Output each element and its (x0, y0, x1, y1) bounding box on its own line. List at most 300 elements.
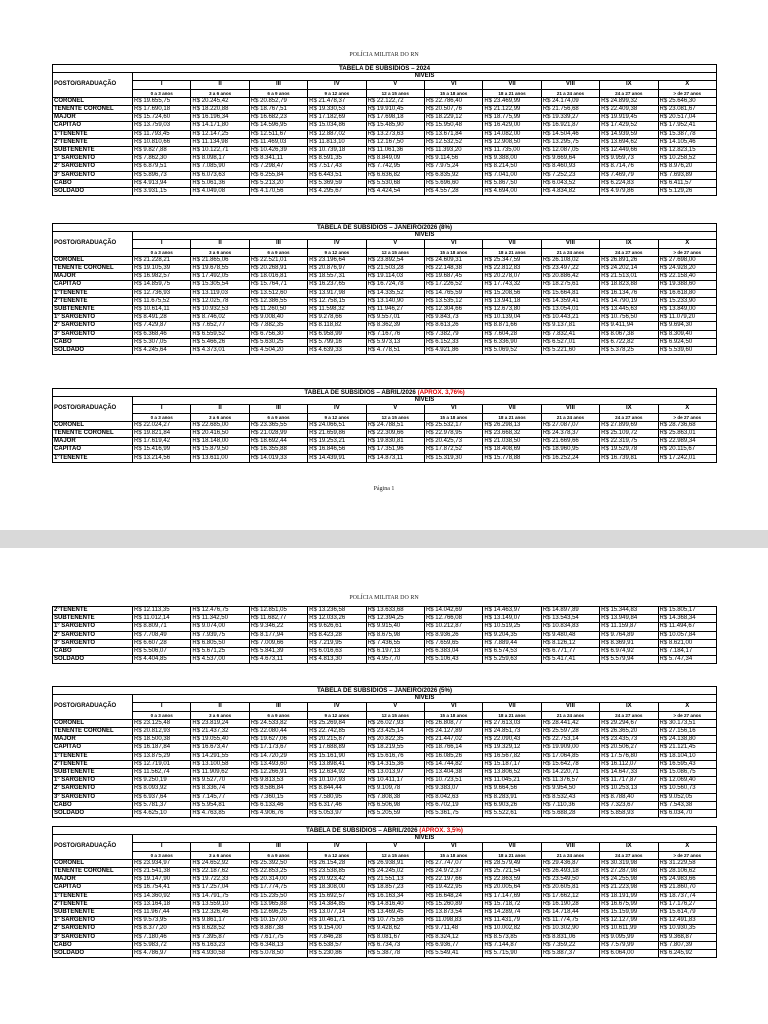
subsidy-table (52, 64, 717, 196)
value-cell: R$ 16.595,43 (658, 760, 717, 768)
value-cell: R$ 18.408,69 (483, 446, 541, 454)
level-header: VII (483, 843, 541, 851)
value-cell: R$ 16.252,24 (541, 454, 599, 462)
value-cell: R$ 7.882,35 (249, 322, 307, 330)
value-cell: R$ 7.579,99 (600, 941, 658, 949)
value-cell: R$ 17.257,04 (191, 884, 249, 892)
level-header: V (366, 81, 424, 89)
value-cell: R$ 24.174,09 (541, 97, 599, 105)
range-header: 24 a 27 anos (600, 711, 658, 719)
value-cell: R$ 5.361,75 (424, 810, 482, 818)
value-cell: R$ 22.989,34 (658, 438, 716, 446)
value-cell: R$ 14.289,74 (483, 909, 541, 917)
value-cell: R$ 5.688,28 (541, 810, 599, 818)
value-cell: R$ 22.742,85 (308, 728, 366, 736)
value-cell: R$ 12.719,01 (133, 760, 191, 768)
value-cell: R$ 14.463,97 (483, 607, 541, 615)
value-cell: R$ 15.616,76 (366, 752, 424, 760)
value-cell: R$ 17.698,18 (366, 114, 424, 122)
rank-cell: MAJOR (53, 736, 133, 744)
value-cell: R$ 22.090,43 (483, 736, 541, 744)
value-cell: R$ 12.025,78 (191, 297, 249, 305)
value-cell: R$ 23.934,97 (133, 859, 191, 867)
value-cell: R$ 11.134,98 (191, 138, 249, 146)
level-header: X (658, 81, 717, 89)
value-cell: R$ 18.220,88 (191, 106, 249, 114)
value-cell: R$ 11.682,77 (249, 615, 307, 623)
value-cell: R$ 13.949,84 (600, 615, 658, 623)
value-cell: R$ 11.431,79 (483, 917, 541, 925)
value-cell: R$ 26.027,93 (366, 719, 424, 727)
value-cell: R$ 8.336,74 (191, 785, 249, 793)
value-cell: R$ 14.791,75 (191, 892, 249, 900)
rank-cell: SUBTENENTE (53, 306, 133, 314)
value-cell: R$ 9.827,88 (133, 147, 191, 155)
value-cell: R$ 4.834,82 (541, 188, 599, 196)
value-cell: R$ 14.720,29 (249, 752, 307, 760)
value-cell: R$ 7.145,77 (191, 793, 249, 801)
value-cell: R$ 15.161,90 (308, 752, 366, 760)
value-cell: R$ 10.411,17 (366, 777, 424, 785)
value-cell: R$ 19.529,78 (600, 446, 658, 454)
value-cell: R$ 5.530,68 (366, 179, 424, 187)
value-cell: R$ 15.485,90 (366, 122, 424, 130)
rank-cell: CORONEL (53, 859, 133, 867)
level-header: VIII (541, 703, 599, 711)
value-cell: R$ 4.639,33 (308, 347, 366, 355)
value-cell: R$ 16.648,24 (424, 892, 482, 900)
value-cell: R$ 10.212,87 (424, 623, 482, 631)
value-cell: R$ 26.938,91 (366, 859, 424, 867)
value-cell: R$ 8.423,28 (308, 631, 366, 639)
value-cell: R$ 11.793,45 (133, 130, 191, 138)
value-cell: R$ 13.119,03 (191, 289, 249, 297)
value-cell: R$ 8.586,84 (249, 785, 307, 793)
value-cell: R$ 24.972,37 (424, 868, 482, 876)
value-cell: R$ 22.122,72 (366, 97, 424, 105)
value-cell: R$ 5.307,05 (133, 338, 191, 346)
value-cell: R$ 15.718,72 (483, 900, 541, 908)
value-cell: R$ 6.771,77 (541, 648, 599, 656)
value-cell: R$ 14.939,59 (600, 130, 658, 138)
table-row (53, 607, 717, 615)
value-cell: R$ 13.140,90 (366, 297, 424, 305)
value-cell: R$ 18.500,38 (133, 736, 191, 744)
value-cell: R$ 7.604,28 (483, 330, 541, 338)
value-cell: R$ 6.805,50 (191, 639, 249, 647)
range-row (53, 413, 717, 421)
range-header: 15 a 18 anos (424, 413, 482, 421)
level-header: I (133, 240, 191, 248)
value-cell: R$ 18.823,88 (600, 281, 658, 289)
value-cell: R$ 7.219,95 (308, 639, 366, 647)
level-header: VII (483, 240, 541, 248)
value-cell: R$ 23.892,54 (366, 256, 424, 264)
rank-cell: 2º SARGENTO (53, 322, 133, 330)
value-cell: R$ 11.967,44 (133, 909, 191, 917)
value-cell: R$ 10.775,56 (366, 917, 424, 925)
value-cell: R$ 24.245,02 (366, 868, 424, 876)
range-header: 9 a 12 anos (308, 248, 366, 256)
value-cell: R$ 18.219,55 (366, 744, 424, 752)
value-cell: R$ 9.383,07 (424, 785, 482, 793)
value-cell: R$ 21.223,98 (600, 884, 658, 892)
table-row (53, 297, 717, 305)
range-header: 3 a 6 anos (191, 851, 249, 859)
value-cell: R$ 14.042,69 (424, 607, 482, 615)
value-cell: R$ 5.867,50 (483, 179, 541, 187)
value-cell: R$ 6.411,57 (658, 179, 717, 187)
value-cell: R$ 8.126,12 (541, 639, 599, 647)
value-cell: R$ 6.245,92 (658, 950, 716, 958)
rank-cell: 2ºTENENTE (53, 607, 133, 615)
range-header: 6 a 9 anos (249, 711, 307, 719)
value-cell: R$ 15.208,56 (483, 289, 541, 297)
value-cell: R$ 22.863,59 (483, 876, 541, 884)
value-cell: R$ 12.476,75 (191, 607, 249, 615)
value-cell: R$ 19.910,45 (366, 106, 424, 114)
value-cell: R$ 23.497,22 (541, 265, 599, 273)
value-cell: R$ 8.377,20 (133, 925, 191, 933)
value-cell: R$ 20.923,42 (308, 876, 366, 884)
document-header: POLÍCIA MILITAR DO RN (349, 595, 419, 601)
value-cell: R$ 18.148,00 (191, 438, 249, 446)
value-cell: R$ 7.708,49 (133, 631, 191, 639)
table-row (53, 289, 717, 297)
level-row (53, 703, 717, 711)
level-row (53, 405, 717, 413)
table-row (53, 648, 717, 656)
niveis-header: NÍVEIS (133, 835, 717, 843)
value-cell: R$ 9.278,66 (308, 314, 366, 322)
value-cell: R$ 13.543,54 (541, 615, 599, 623)
value-cell: R$ 19.253,21 (308, 438, 366, 446)
value-cell: R$ 15.233,90 (658, 297, 717, 305)
rank-cell: SOLDADO (53, 810, 133, 818)
level-header: IV (308, 405, 366, 413)
value-cell: R$ 10.611,99 (600, 925, 658, 933)
value-cell: R$ 15.764,71 (249, 281, 307, 289)
value-cell: R$ 5.579,94 (600, 656, 658, 664)
value-cell: R$ 8.362,39 (366, 322, 424, 330)
value-cell: R$ 22.148,38 (424, 265, 482, 273)
value-cell: R$ 16.134,76 (600, 289, 658, 297)
value-cell: R$ 19.919,45 (600, 114, 658, 122)
value-cell: R$ 8.621,00 (658, 639, 716, 647)
value-cell: R$ 12.394,25 (366, 615, 424, 623)
range-header: 0 a 3 anos (133, 248, 191, 256)
value-cell: R$ 8.177,94 (249, 631, 307, 639)
value-cell: R$ 6.348,13 (249, 941, 307, 949)
value-cell: R$ 7.429,87 (133, 322, 191, 330)
value-cell: R$ 6.756,30 (249, 330, 307, 338)
rank-cell: SUBTENENTE (53, 769, 133, 777)
value-cell: R$ 17.872,52 (424, 446, 482, 454)
value-cell: R$ 16.567,82 (483, 752, 541, 760)
rank-cell: 2º SARGENTO (53, 785, 133, 793)
value-cell: R$ 4.537,00 (191, 656, 249, 664)
value-cell: R$ 7.659,65 (424, 639, 482, 647)
value-cell: R$ 6.722,82 (600, 338, 658, 346)
value-cell: R$ 7.889,44 (483, 639, 541, 647)
document-header: POLÍCIA MILITAR DO RN (349, 52, 419, 58)
rank-cell: 2º SARGENTO (53, 163, 133, 171)
value-cell: R$ 8.809,71 (133, 623, 191, 631)
value-cell: R$ 6.924,50 (658, 338, 717, 346)
value-cell: R$ 4.913,94 (133, 179, 191, 187)
value-cell: R$ 5.417,41 (541, 656, 599, 664)
value-cell: R$ 15.614,79 (658, 909, 716, 917)
value-cell: R$ 14.335,52 (366, 289, 424, 297)
value-cell: R$ 11.717,87 (600, 777, 658, 785)
rank-cell: MAJOR (53, 114, 133, 122)
level-header: X (658, 405, 716, 413)
level-header: V (366, 240, 424, 248)
value-cell: R$ 13.273,63 (366, 130, 424, 138)
value-cell: R$ 5.259,63 (483, 656, 541, 664)
table-row (53, 138, 717, 146)
value-cell: R$ 26.891,26 (600, 256, 658, 264)
value-cell: R$ 4.625,10 (133, 810, 191, 818)
value-cell: R$ 9.669,64 (541, 155, 599, 163)
value-cell: R$ 6.607,28 (133, 639, 191, 647)
value-cell: R$ 13.077,14 (308, 909, 366, 917)
level-header: X (658, 703, 717, 711)
value-cell: R$ 7.009,66 (249, 639, 307, 647)
value-cell: R$ 5.522,61 (483, 810, 541, 818)
value-cell: R$ 9.480,48 (541, 631, 599, 639)
value-cell: R$ 13.100,58 (191, 760, 249, 768)
value-cell: R$ 12.087,05 (541, 147, 599, 155)
value-cell: R$ 6.255,84 (249, 171, 307, 179)
range-header: 3 a 6 anos (191, 248, 249, 256)
value-cell: R$ 9.764,89 (600, 631, 658, 639)
value-cell: R$ 27.613,03 (483, 719, 541, 727)
value-cell: R$ 21.865,06 (191, 256, 249, 264)
table-title-text: TABELA DE SUBSÍDIOS – JANEIRO/2026 (8%) (316, 224, 453, 231)
value-cell: R$ 17.743,32 (483, 281, 541, 289)
table-title-text: TABELA DE SUBSÍDIOS – ABRIL/2026 (304, 389, 416, 396)
rank-cell: CAPITÃO (53, 122, 133, 130)
range-header: 21 a 24 anos (541, 711, 599, 719)
value-cell: R$ 16.673,47 (191, 744, 249, 752)
value-cell: R$ 15.664,81 (541, 289, 599, 297)
value-cell: R$ 19.687,45 (424, 273, 482, 281)
value-cell: R$ 18.857,23 (366, 884, 424, 892)
value-cell: R$ 6.506,98 (366, 801, 424, 809)
range-header: 21 a 24 anos (541, 248, 599, 256)
level-header: VII (483, 703, 541, 711)
value-cell: R$ 22.319,75 (600, 438, 658, 446)
table-row (53, 130, 717, 138)
value-cell: R$ 27.287,98 (600, 868, 658, 876)
table-row (53, 631, 717, 639)
level-header: I (133, 405, 191, 413)
value-cell: R$ 4.673,11 (249, 656, 307, 664)
level-header: IX (600, 405, 658, 413)
rank-cell: CAPITÃO (53, 884, 133, 892)
subsidy-table (52, 686, 717, 818)
rank-cell: 2ºTENENTE (53, 138, 133, 146)
value-cell: R$ 10.258,52 (658, 155, 717, 163)
value-cell: R$ 26.808,77 (424, 719, 482, 727)
value-cell: R$ 14.744,82 (424, 760, 482, 768)
value-cell: R$ 16.187,84 (133, 744, 191, 752)
range-header: 0 a 3 anos (133, 413, 191, 421)
value-cell: R$ 15.260,89 (424, 900, 482, 908)
value-cell: R$ 9.250,19 (133, 777, 191, 785)
value-cell: R$ 13.445,63 (600, 306, 658, 314)
range-header: 0 a 3 anos (133, 89, 191, 97)
value-cell: R$ 6.702,19 (424, 801, 482, 809)
value-cell: R$ 23.538,85 (308, 868, 366, 876)
value-cell: R$ 28.736,68 (658, 421, 716, 429)
value-cell: R$ 10.157,00 (249, 917, 307, 925)
value-cell: R$ 16.846,56 (308, 446, 366, 454)
value-cell: R$ 12.033,26 (308, 615, 366, 623)
value-cell: R$ 7.436,55 (366, 639, 424, 647)
value-cell: R$ 12.266,91 (249, 769, 307, 777)
value-cell: R$ 17.147,69 (483, 892, 541, 900)
value-cell: R$ 7.382,79 (424, 330, 482, 338)
value-cell: R$ 9.346,22 (249, 623, 307, 631)
value-cell: R$ 8.341,11 (249, 155, 307, 163)
value-cell: R$ 30.319,98 (600, 859, 658, 867)
table-row (53, 623, 717, 631)
rank-cell: CORONEL (53, 719, 133, 727)
value-cell: R$ 7.167,76 (366, 330, 424, 338)
table-title (53, 224, 717, 232)
value-cell: R$ 11.494,67 (658, 623, 716, 631)
value-cell: R$ 4.906,76 (249, 810, 307, 818)
value-cell: R$ 6.538,57 (308, 941, 366, 949)
value-cell: R$ 17.690,18 (133, 106, 191, 114)
value-cell: R$ 9.008,40 (249, 314, 307, 322)
rank-cell: 1ºTENENTE (53, 130, 133, 138)
value-cell: R$ 12.758,15 (308, 297, 366, 305)
value-cell: R$ 7.360,15 (249, 793, 307, 801)
value-cell: R$ 20.215,87 (308, 736, 366, 744)
value-cell: R$ 9.694,30 (658, 322, 717, 330)
range-header: 12 a 15 anos (366, 413, 424, 421)
table-title-row (53, 389, 717, 397)
range-header: > de 27 anos (658, 248, 717, 256)
value-cell: R$ 25.721,54 (483, 868, 541, 876)
value-cell: R$ 4.694,00 (483, 188, 541, 196)
value-cell: R$ 19.147,90 (133, 876, 191, 884)
value-cell: R$ 15.879,50 (191, 446, 249, 454)
value-cell: R$ 21.541,38 (133, 868, 191, 876)
value-cell: R$ 11.393,20 (424, 147, 482, 155)
value-cell: R$ 19.655,75 (133, 97, 191, 105)
value-cell: R$ 22.853,25 (249, 868, 307, 876)
table-row (53, 273, 717, 281)
value-cell: R$ 10.519,25 (483, 623, 541, 631)
value-cell: R$ 6.734,73 (366, 941, 424, 949)
level-row (53, 843, 717, 851)
value-cell: R$ 9.915,40 (366, 623, 424, 631)
rank-cell: TENENTE CORONEL (53, 728, 133, 736)
value-cell: R$ 24.851,73 (483, 728, 541, 736)
value-cell: R$ 16.190,28 (541, 900, 599, 908)
value-cell: R$ 9.954,50 (541, 785, 599, 793)
value-cell: R$ 25.597,28 (541, 728, 599, 736)
value-cell: R$ 13.671,84 (424, 130, 482, 138)
value-cell: R$ 5.378,25 (600, 347, 658, 355)
value-cell: R$ 9.368,87 (658, 933, 716, 941)
value-cell: R$ 11.061,36 (366, 147, 424, 155)
value-cell: R$ 13.917,98 (308, 289, 366, 297)
value-cell: R$ 27.747,07 (424, 859, 482, 867)
value-cell: R$ 7.832,41 (541, 330, 599, 338)
rank-cell: TENENTE CORONEL (53, 430, 133, 438)
value-cell: R$ 14.439,91 (308, 454, 366, 462)
value-cell: R$ 14.019,33 (249, 454, 307, 462)
value-cell: R$ 7.110,36 (541, 801, 599, 809)
level-header: IV (308, 703, 366, 711)
value-cell: R$ 31.229,58 (658, 859, 716, 867)
value-cell: R$ 18.308,00 (308, 884, 366, 892)
value-cell: R$ 6.974,92 (600, 648, 658, 656)
level-header: IX (600, 240, 658, 248)
rank-cell: 1ºTENENTE (53, 289, 133, 297)
value-cell: R$ 11.342,50 (191, 615, 249, 623)
value-cell: R$ 17.952,41 (658, 122, 717, 130)
value-cell: R$ 9.411,94 (600, 322, 658, 330)
value-cell: R$ 8.831,06 (541, 933, 599, 941)
value-cell: R$ 8.936,26 (424, 631, 482, 639)
range-header: 18 a 21 anos (483, 89, 541, 97)
value-cell: R$ 13.512,60 (249, 289, 307, 297)
rank-cell: 2º SARGENTO (53, 631, 133, 639)
value-cell: R$ 9.428,62 (366, 925, 424, 933)
value-cell: R$ 11.562,74 (133, 769, 191, 777)
value-cell: R$ 22.812,83 (483, 265, 541, 273)
value-cell: R$ 4.295,67 (308, 188, 366, 196)
value-cell: R$ 10.057,84 (658, 631, 716, 639)
value-cell: R$ 20.115,67 (658, 446, 716, 454)
table-row (53, 769, 717, 777)
value-cell: R$ 6.636,82 (366, 171, 424, 179)
rank-cell: SOLDADO (53, 188, 133, 196)
value-cell: R$ 18.775,99 (483, 114, 541, 122)
value-cell: R$ 13.759,03 (133, 122, 191, 130)
rank-cell: 3º SARGENTO (53, 933, 133, 941)
value-cell: R$ 7.862,30 (133, 155, 191, 163)
value-cell: R$ 4.557,28 (424, 188, 482, 196)
value-cell: R$ 7.517,43 (308, 163, 366, 171)
value-cell: R$ 18.016,81 (249, 273, 307, 281)
value-cell: R$ 9.711,48 (424, 925, 482, 933)
value-cell: R$ 19.105,39 (133, 265, 191, 273)
value-cell: R$ 5.715,90 (483, 950, 541, 958)
value-cell: R$ 21.437,32 (191, 728, 249, 736)
value-cell: R$ 17.176,27 (658, 900, 716, 908)
table-row (53, 752, 717, 760)
value-cell: R$ 20.425,73 (424, 438, 482, 446)
value-cell: R$ 13.469,45 (366, 909, 424, 917)
niveis-row (53, 397, 717, 405)
table-row (53, 941, 717, 949)
table-row (53, 147, 717, 155)
value-cell: R$ 27.087,07 (541, 421, 599, 429)
value-cell: R$ 4.979,86 (600, 188, 658, 196)
value-cell: R$ 16.196,34 (191, 114, 249, 122)
rank-cell: CORONEL (53, 97, 133, 105)
value-cell: R$ 5.387,78 (366, 950, 424, 958)
table-row (53, 106, 717, 114)
value-cell: R$ 7.543,38 (658, 801, 717, 809)
